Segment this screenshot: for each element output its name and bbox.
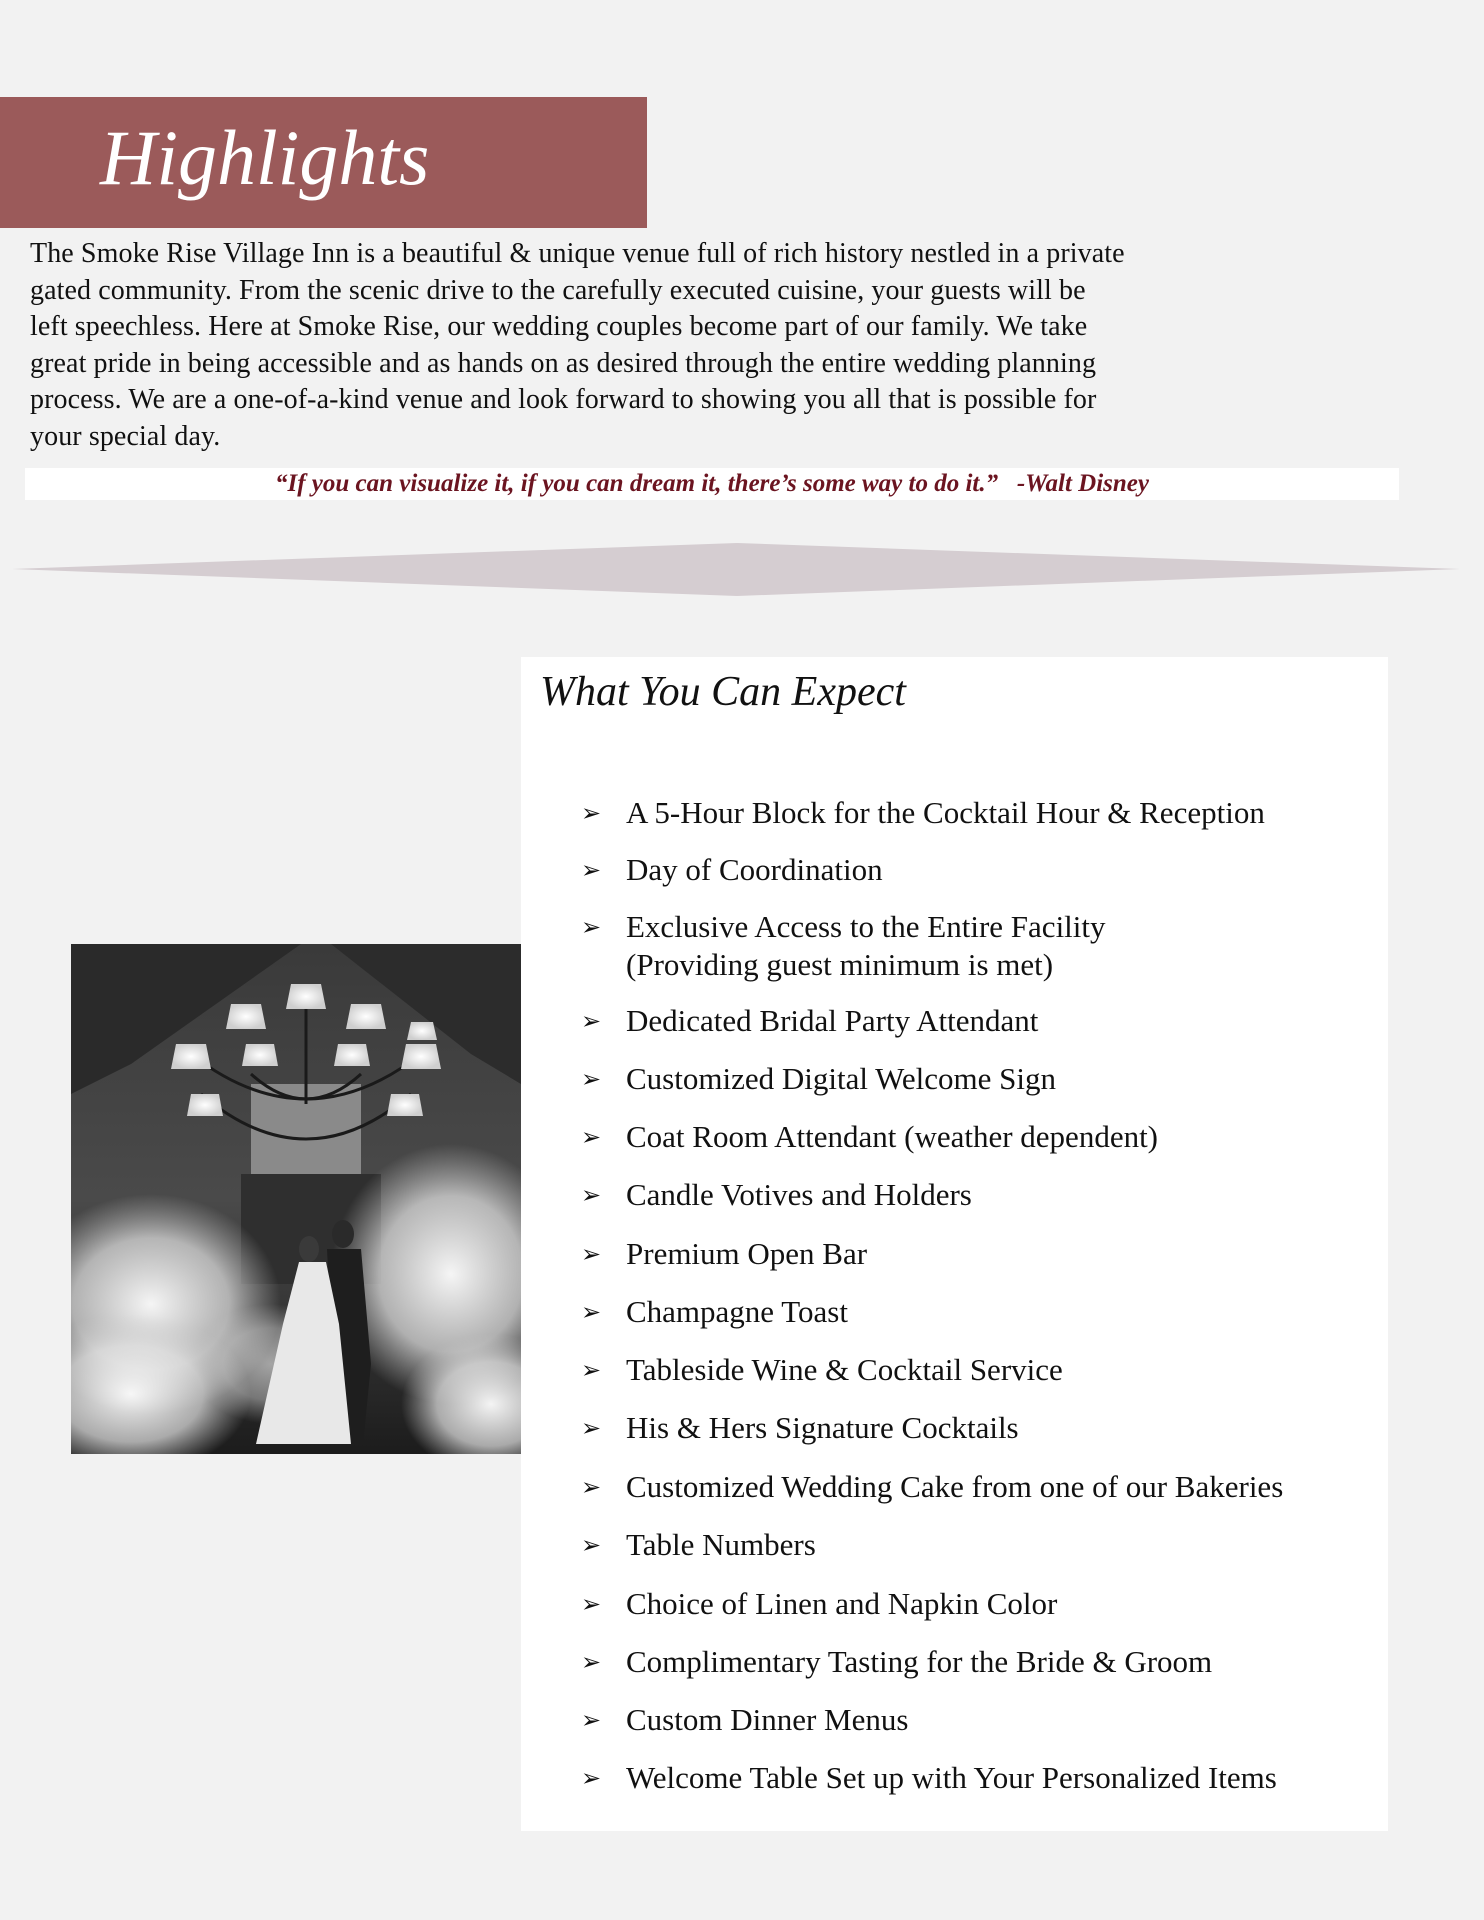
decorative-divider: [12, 543, 1460, 596]
list-item-label: [626, 1002, 1038, 1040]
list-item-line: Complimentary Tasting for the Bride & Groom: [626, 1644, 1213, 1679]
intro-paragraph: [30, 236, 1410, 455]
walt-disney-quote: “If you can visualize it, if you can dream it, there’s some way to do it.” -Walt Disney: [274, 470, 1150, 497]
list-item-line: Tableside Wine & Cocktail Service: [626, 1352, 1063, 1387]
arrow-bullet-icon: ➢: [581, 1473, 602, 1501]
arrow-bullet-icon: ➢: [581, 1414, 602, 1442]
list-item-line: (Providing guest minimum is met): [626, 947, 1054, 982]
arrow-bullet-icon: ➢: [581, 1298, 602, 1326]
list-item-line: Dedicated Bridal Party Attendant: [626, 1003, 1039, 1038]
arrow-bullet-icon: ➢: [581, 1764, 602, 1792]
intro-line: your special day.: [30, 420, 221, 452]
list-item-line: Day of Coordination: [626, 852, 883, 887]
expect-title: What You Can Expect: [540, 669, 906, 715]
list-item-label: [626, 1526, 816, 1564]
list-item-label: [626, 1176, 972, 1214]
list-item-line: His & Hers Signature Cocktails: [626, 1410, 1019, 1445]
list-item-label: [626, 1293, 848, 1331]
list-item-label: [626, 851, 883, 889]
list-item-label: [626, 1585, 1057, 1623]
arrow-bullet-icon: ➢: [581, 856, 602, 884]
arrow-bullet-icon: ➢: [581, 1065, 602, 1093]
arrow-bullet-icon: ➢: [581, 1123, 602, 1151]
list-item-label: [626, 1468, 1283, 1506]
list-item-label: [626, 908, 1106, 984]
list-item-label: [626, 1118, 1158, 1156]
intro-line: The Smoke Rise Village Inn is a beautiful & unique venue full of rich history nestled in a private: [30, 238, 1125, 269]
list-item-label: [626, 1409, 1019, 1447]
highlights-banner: [0, 97, 647, 228]
quote-bar: [25, 468, 1399, 500]
list-item-line: Table Numbers: [626, 1527, 816, 1562]
list-item-label: [626, 1351, 1063, 1389]
arrow-bullet-icon: ➢: [581, 1007, 602, 1035]
arrow-bullet-icon: ➢: [581, 1356, 602, 1384]
list-item-label: [626, 1060, 1056, 1098]
intro-line: gated community. From the scenic drive to the carefully executed cuisine, your guests will be: [30, 274, 1086, 306]
intro-line: great pride in being accessible and as hands on as desired through the entire wedding planning: [30, 347, 1097, 379]
list-item-label: [626, 1235, 867, 1273]
arrow-bullet-icon: ➢: [581, 1531, 602, 1559]
list-item-line: Customized Digital Welcome Sign: [626, 1061, 1057, 1096]
list-item-line: Champagne Toast: [626, 1294, 848, 1329]
list-item-line: Choice of Linen and Napkin Color: [626, 1586, 1058, 1621]
list-item-line: Welcome Table Set up with Your Personalized Items: [626, 1760, 1277, 1795]
list-item-label: [626, 794, 1265, 832]
arrow-bullet-icon: ➢: [581, 1590, 602, 1618]
arrow-bullet-icon: ➢: [581, 799, 602, 827]
page-title: Highlights: [100, 114, 430, 201]
list-item-line: Customized Wedding Cake from one of our Bakeries: [626, 1469, 1284, 1504]
arrow-bullet-icon: ➢: [581, 1181, 602, 1209]
list-item-label: [626, 1759, 1277, 1797]
list-item-line: Coat Room Attendant (weather dependent): [626, 1119, 1159, 1154]
arrow-bullet-icon: ➢: [581, 1706, 602, 1734]
intro-line: process. We are a one-of-a-kind venue and look forward to showing you all that is possible for: [30, 384, 1097, 415]
arrow-bullet-icon: ➢: [581, 1648, 602, 1676]
intro-line: left speechless. Here at Smoke Rise, our wedding couples become part of our family. We take: [30, 311, 1088, 342]
list-item-line: Premium Open Bar: [626, 1236, 868, 1271]
arrow-bullet-icon: ➢: [581, 1240, 602, 1268]
wedding-first-dance-photo: [71, 944, 521, 1454]
expect-panel: [521, 657, 1388, 1831]
list-item-line: Candle Votives and Holders: [626, 1177, 972, 1212]
arrow-bullet-icon: ➢: [581, 913, 602, 941]
list-item-line: Custom Dinner Menus: [626, 1702, 909, 1737]
list-item-label: [626, 1643, 1212, 1681]
list-item-line: Exclusive Access to the Entire Facility: [626, 909, 1106, 944]
list-item-label: [626, 1701, 908, 1739]
list-item-line: A 5-Hour Block for the Cocktail Hour & Reception: [626, 795, 1265, 830]
